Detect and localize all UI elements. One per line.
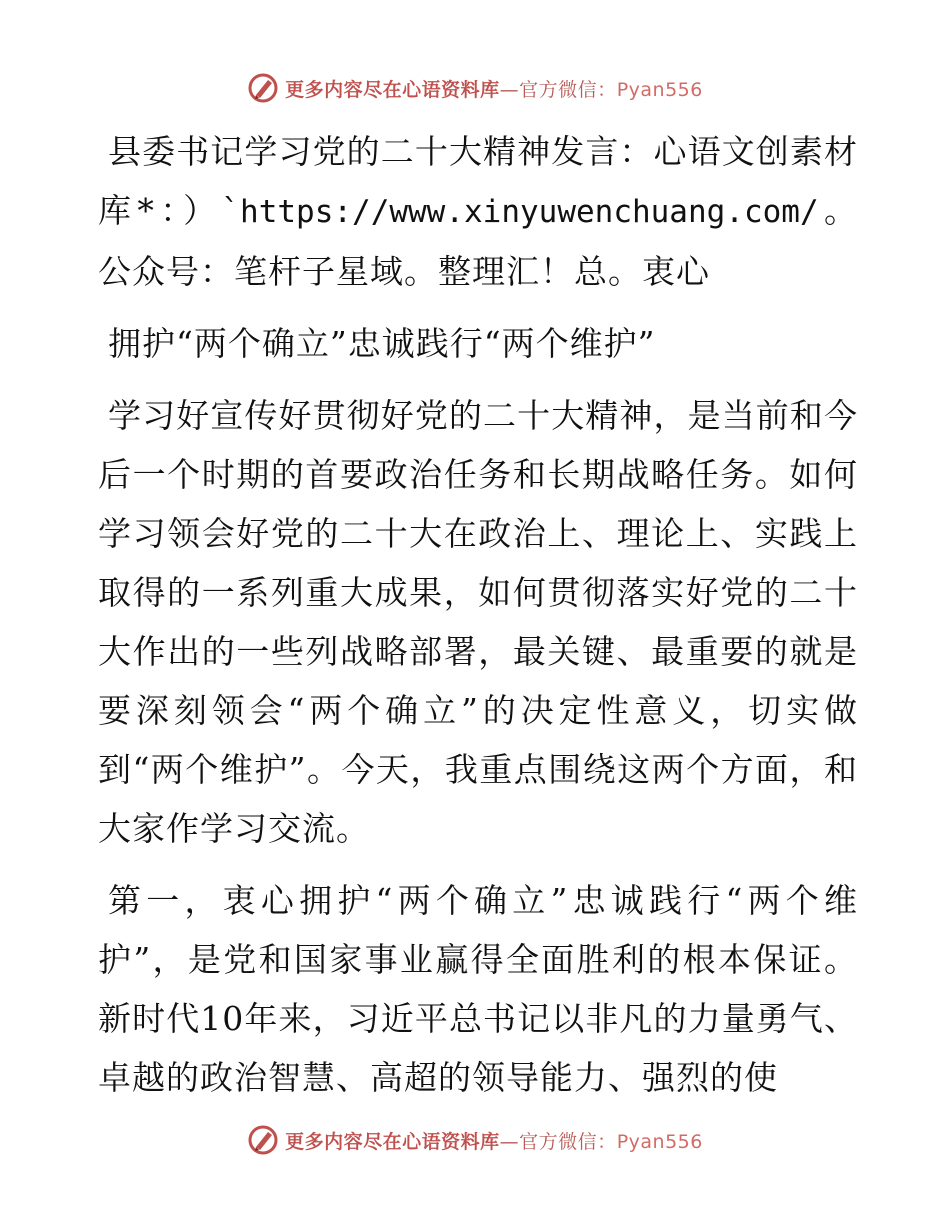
- watermark-footer: [0, 1120, 950, 1160]
- paragraph-1: 学习好宣传好贯彻好党的二十大精神，是当前和今后一个时期的首要政治任务和长期战略任务。如何学习领会好党的二十大在政治上、理论上、实践上取得的一系列重大成果，如何贯彻落实好党的二十大作出的一些列战略部署，最关键、最重要的就是要深刻领会“两个确立”的决定性意义，切实做到“两个维护”。今天，我重点围绕这两个方面，和大家作学习交流。: [98, 396, 858, 848]
- paragraph-2: 第一，衷心拥护“两个确立”忠诚践行“两个维护”，是党和国家事业赢得全面胜利的根本保证。新时代10年来，习近平总书记以非凡的力量勇气、卓越的政治智慧、高超的领导能力、强烈的使: [98, 881, 858, 1097]
- document-title: 拥护“两个确立”忠诚践行“两个维护”: [108, 324, 656, 363]
- watermark-text: [285, 1127, 703, 1154]
- pen-logo-icon: [247, 1124, 279, 1156]
- watermark-main-text: 更多内容尽在心语资料库: [285, 1130, 500, 1153]
- header-url: https://www.xinyuwenchuang.com/: [240, 194, 819, 230]
- pen-logo-icon: [247, 72, 279, 104]
- header-line-1: 县委书记学习党的二十大精神发言：心语文创素材库*：）`: [98, 132, 858, 230]
- watermark-dash: —: [499, 78, 520, 101]
- watermark-sub-text: 官方微信：: [519, 1130, 617, 1153]
- document-body: [98, 122, 858, 1120]
- watermark-wechat-id: Pyan556: [616, 78, 703, 101]
- watermark-dash: —: [499, 1130, 520, 1153]
- watermark-text: [285, 75, 703, 102]
- watermark-sub-text: 官方微信：: [519, 78, 617, 101]
- watermark-wechat-id: Pyan556: [616, 1130, 703, 1153]
- document-header: [98, 122, 858, 301]
- watermark-main-text: 更多内容尽在心语资料库: [285, 78, 500, 101]
- header-line-2: 。公众号：笔杆子星域。整理汇！总。衷心: [98, 191, 859, 291]
- watermark-header: [0, 68, 950, 108]
